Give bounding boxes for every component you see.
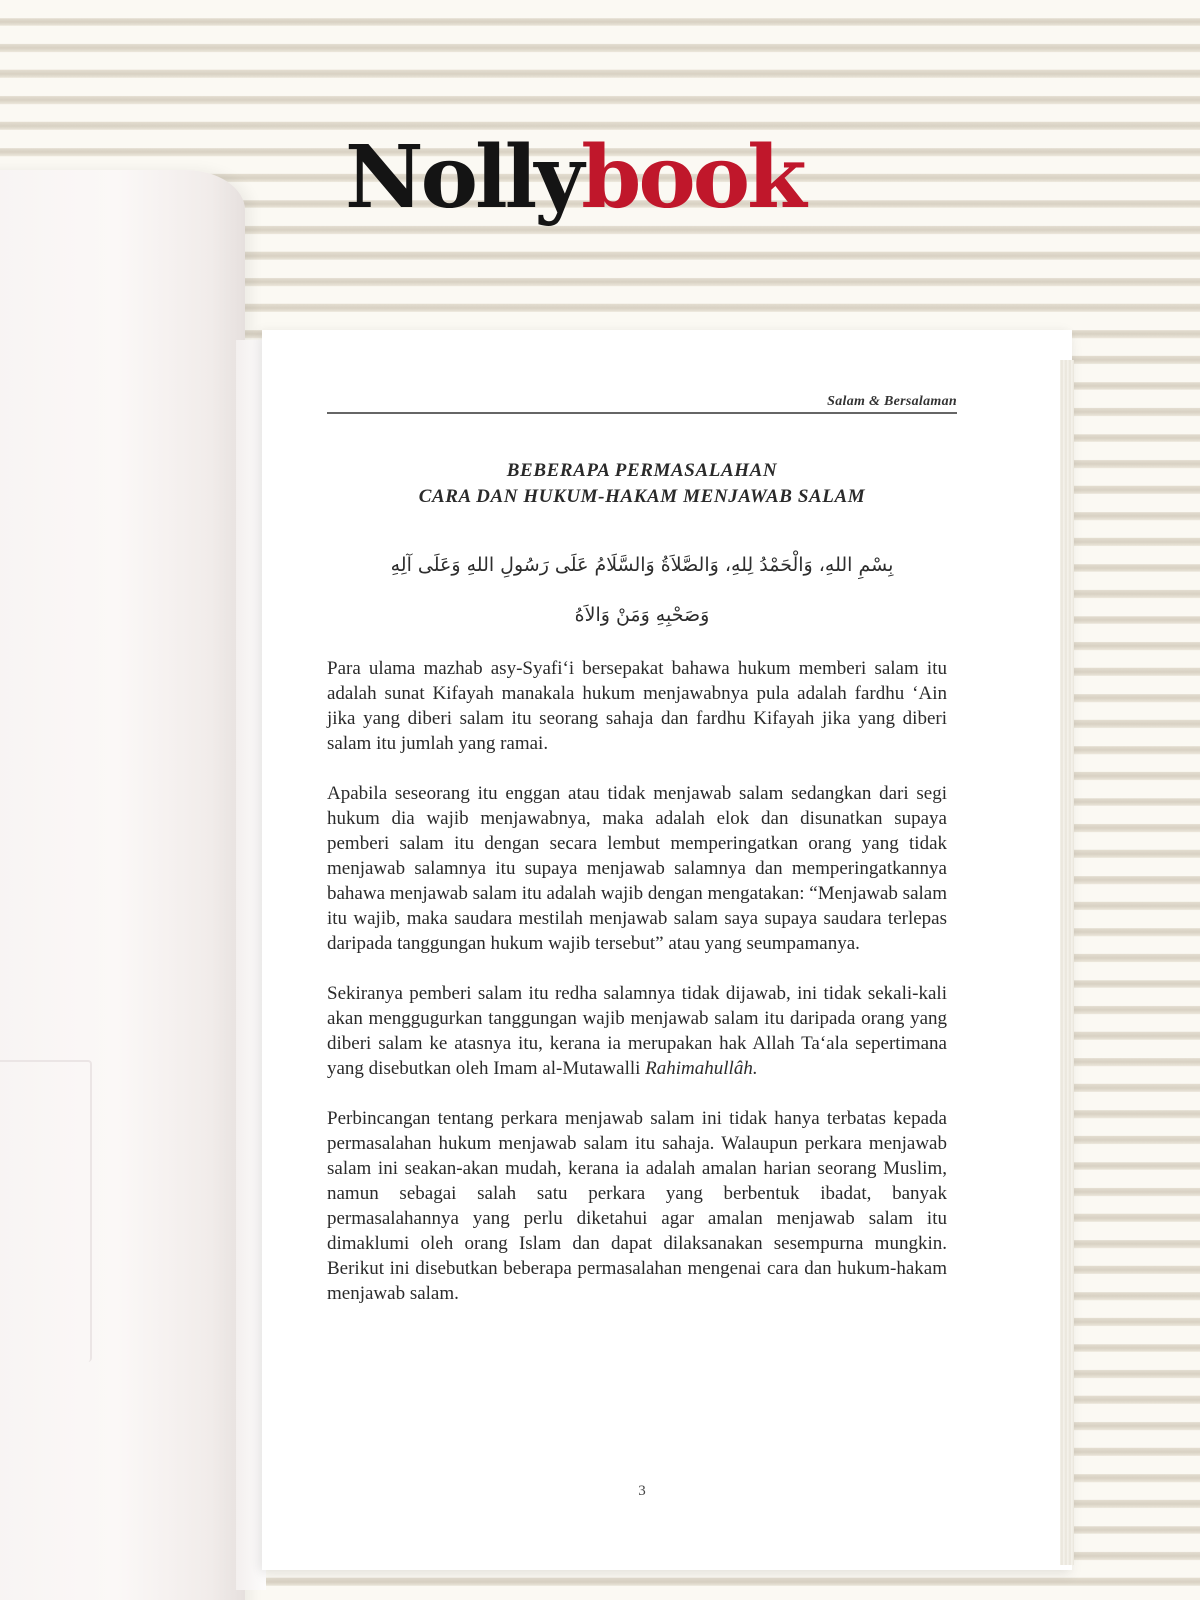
italic-term: Rahimahullâh. bbox=[645, 1058, 758, 1079]
paragraph-1: Para ulama mazhab asy-Syafi‘i bersepakat bahawa hukum memberi salam itu adalah sunat Kifayah manakala hukum menjawabnya pula adalah fardhu ‘Ain jika yang diberi salam itu seorang sahaja dan fardhu Kifayah jika yang diberi salam itu jumlah yang ramai. bbox=[327, 658, 947, 754]
paragraph-2: Apabila seseorang itu enggan atau tidak menjawab salam sedangkan dari segi hukum dia wajib menjawabnya, maka adalah elok dan disunatkan supaya pemberi salam itu dengan secara lembut memperingatkan orang yang tidak menjawab salamnya itu supaya menjawab salamnya dan memperingatkannya bahawa menjawab salam itu adalah wajib dengan mengatakan: “Menjawab salam itu wajib, maka saudara mestilah menjawab salam saya supaya saudara terlepas daripada tanggungan hukum wajib tersebut” atau yang seumpamanya. bbox=[327, 783, 947, 954]
nollybook-logo bbox=[345, 118, 865, 238]
heading-line-1: BEBERAPA PERMASALAHAN bbox=[506, 460, 778, 481]
page-stack-edge bbox=[1060, 360, 1074, 1565]
left-book-page bbox=[0, 170, 245, 1600]
logo-part-nolly: Nolly bbox=[345, 127, 582, 228]
body-text bbox=[327, 656, 947, 1331]
arabic-line-2: وَصَحْبِهِ وَمَنْ وَالاَهُ bbox=[574, 604, 710, 626]
header-rule bbox=[327, 412, 957, 414]
page-number: 3 bbox=[638, 1483, 646, 1499]
chapter-heading bbox=[327, 458, 957, 510]
left-page-frame bbox=[0, 1060, 92, 1362]
paragraph-3-text: Sekiranya pemberi salam itu redha salamnya tidak dijawab, ini tidak sekali-kali akan menggugurkan tanggungan wajib menjawab salam itu daripada orang yang diberi salam ke atasnya itu, kerana ia merupakan hak Allah Ta‘ala sepertimana yang disebutkan oleh Imam al-Mutawalli bbox=[327, 983, 947, 1079]
arabic-line-1: بِسْمِ اللهِ، وَالْحَمْدُ لِلهِ، وَالصَّلاَةُ وَالسَّلَامُ عَلَى رَسُولِ اللهِ وَعَلَى آلِهِ bbox=[390, 554, 894, 576]
logo-part-book: book bbox=[581, 127, 804, 228]
heading-line-2: CARA DAN HUKUM-HAKAM MENJAWAB SALAM bbox=[418, 486, 866, 507]
paragraph-4: Perbincangan tentang perkara menjawab salam ini tidak hanya terbatas kepada permasalahan hukum menjawab salam itu sahaja. Walaupun perkara menjawab salam ini seakan-akan mudah, kerana ia adalah amalan harian seorang Muslim, namun sebagai salah satu perkara yang berbentuk ibadat, banyak permasalahannya yang perlu diketahui agar amalan menjawab salam itu dimaklumi oleh orang Islam dan dapat dilaksanakan sesempurna mungkin. Berikut ini disebutkan beberapa permasalahan mengenai cara dan hukum-hakam menjawab salam. bbox=[327, 1108, 947, 1304]
running-head: Salam & Bersalaman bbox=[827, 394, 957, 409]
arabic-opening bbox=[327, 540, 957, 640]
paragraph-3 bbox=[327, 981, 947, 1081]
